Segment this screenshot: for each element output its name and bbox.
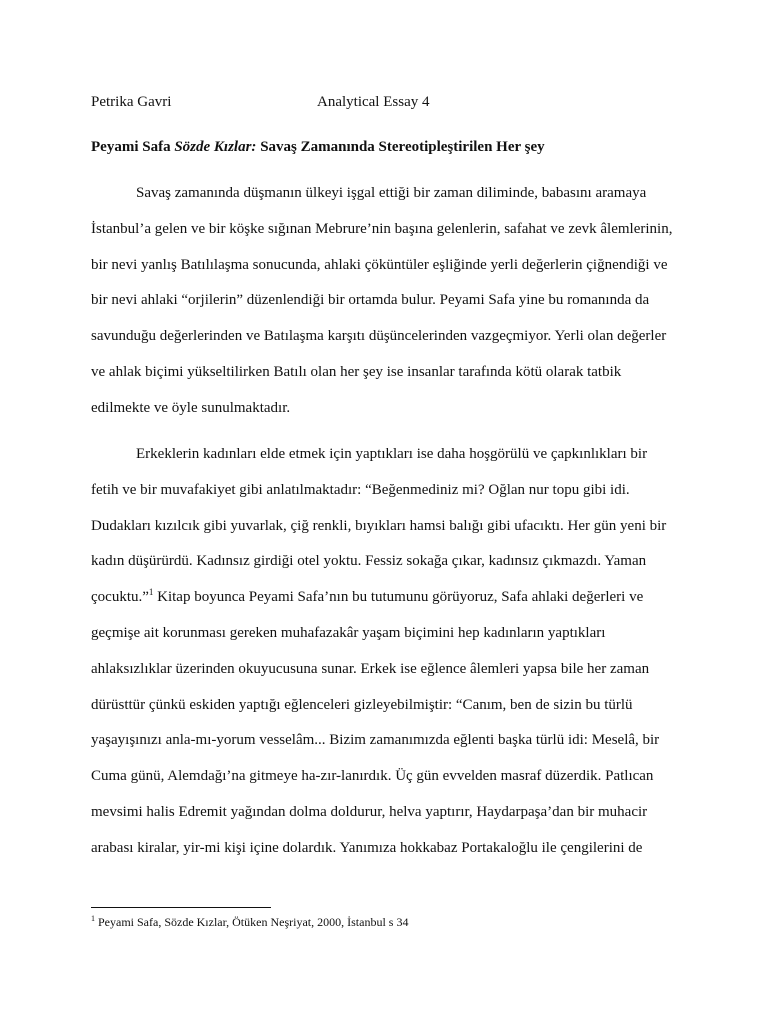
paragraph-line: ahlaksızlıklar üzerinden okuyucusuna sunar. Erkek ise eğlence âlemleri yapsa bile her zaman	[91, 661, 650, 677]
paragraph-line: savunduğu değerlerinden ve Batılaşma karşıtı düşüncelerinden vazgeçmiyor. Yerli olan değerler	[91, 328, 667, 344]
essay-title	[91, 137, 691, 157]
header-author: Petrika Gavri	[91, 94, 172, 110]
paragraph-line: geçmişe ait korunması gereken muhafazakâr yaşam biçimini hep kadınların yaptıkları	[91, 625, 606, 641]
paragraph-line: mevsimi halis Edremit yağından dolma doldurur, helva yaptırır, Haydarpaşa’dan bir muhacir	[91, 804, 648, 820]
paragraph-line: edilmekte ve öyle sunulmaktadır.	[91, 400, 291, 416]
paragraph-line: kadın düşürürdü. Kadınsız girdiği otel yoktu. Fessiz sokağa çıkar, kadınsız çıkmazdı. Yaman	[91, 553, 647, 569]
paragraph-line: ve ahlak biçimi yükseltilirken Batılı olan her şey ise insanlar tarafında kötü olarak tatbik	[91, 364, 622, 380]
essay-title-part1: Peyami Safa	[91, 139, 175, 155]
paragraph-line: İstanbul’a gelen ve bir köşke sığınan Mebrure’nin başına gelenlerin, safahat ve zevk âlemlerinin,	[91, 221, 673, 237]
essay-title-part2: Savaş Zamanında Stereotipleştirilen Her şey	[256, 139, 545, 155]
paragraph-line: fetih ve bir muvafakiyet gibi anlatılmaktadır: “Beğenmediniz mi? Oğlan nur topu gibi idi.	[91, 482, 630, 498]
paragraph-line: bir nevi ahlaki “orjilerin” düzenlendiği bir ortamda bulur. Peyami Safa yine bu romanında da	[91, 292, 650, 308]
footnote	[91, 914, 691, 930]
paragraph-line: Erkeklerin kadınları elde etmek için yaptıkları ise daha hoşgörülü ve çapkınlıkları bir	[136, 446, 648, 462]
essay-title-italic: Sözde Kızlar:	[174, 139, 257, 155]
paragraph-line: yaşayışınızı anla-mı-yorum vesselâm... Bizim zamanımızda eğlenti başka türlü idi: Meselâ, bir	[91, 732, 660, 748]
footnote-line-end: Kitap boyunca Peyami Safa’nın bu tutumunu görüyoruz, Safa ahlaki değerleri ve	[153, 589, 644, 605]
footnote-text: Peyami Safa, Sözde Kızlar, Ötüken Neşriyat, 2000, İstanbul s 34	[95, 915, 409, 929]
paragraph-line	[91, 587, 643, 607]
footnote-line-start: çocuktu.”	[91, 589, 149, 605]
paragraph-line: arabası kiralar, yir-mi kişi içine dolardık. Yanımıza hokkabaz Portakaloğlu ile çengilerini de	[91, 840, 643, 856]
header-course: Analytical Essay 4	[317, 94, 430, 110]
footnote-reference[interactable]: 1	[148, 587, 154, 597]
paragraph-line: dürüsttür çünkü eskiden yaptığı eğlenceleri gizleyebilmiştir: “Canım, ben de sizin bu türlü	[91, 697, 633, 713]
paragraph-line: Savaş zamanında düşmanın ülkeyi işgal ettiği bir zaman diliminde, babasını aramaya	[136, 185, 647, 201]
paragraph-line: Cuma günü, Alemdağı’na gitmeye ha-zır-lanırdık. Üç gün evvelden masraf düzerdik. Patlıcan	[91, 768, 654, 784]
footnote-marker: 1	[91, 914, 95, 923]
footnote-separator	[91, 907, 271, 908]
paragraph-line: bir nevi yanlış Batılılaşma sonucunda, ahlaki çöküntüler eşliğinde yerli değerlerin çiğnendiği ve	[91, 257, 668, 273]
paragraph-line: Dudakları kızılcık gibi yuvarlak, çiğ renkli, bıyıkları hamsi balığı gibi ufacıktı. Her gün yeni bir	[91, 518, 667, 534]
